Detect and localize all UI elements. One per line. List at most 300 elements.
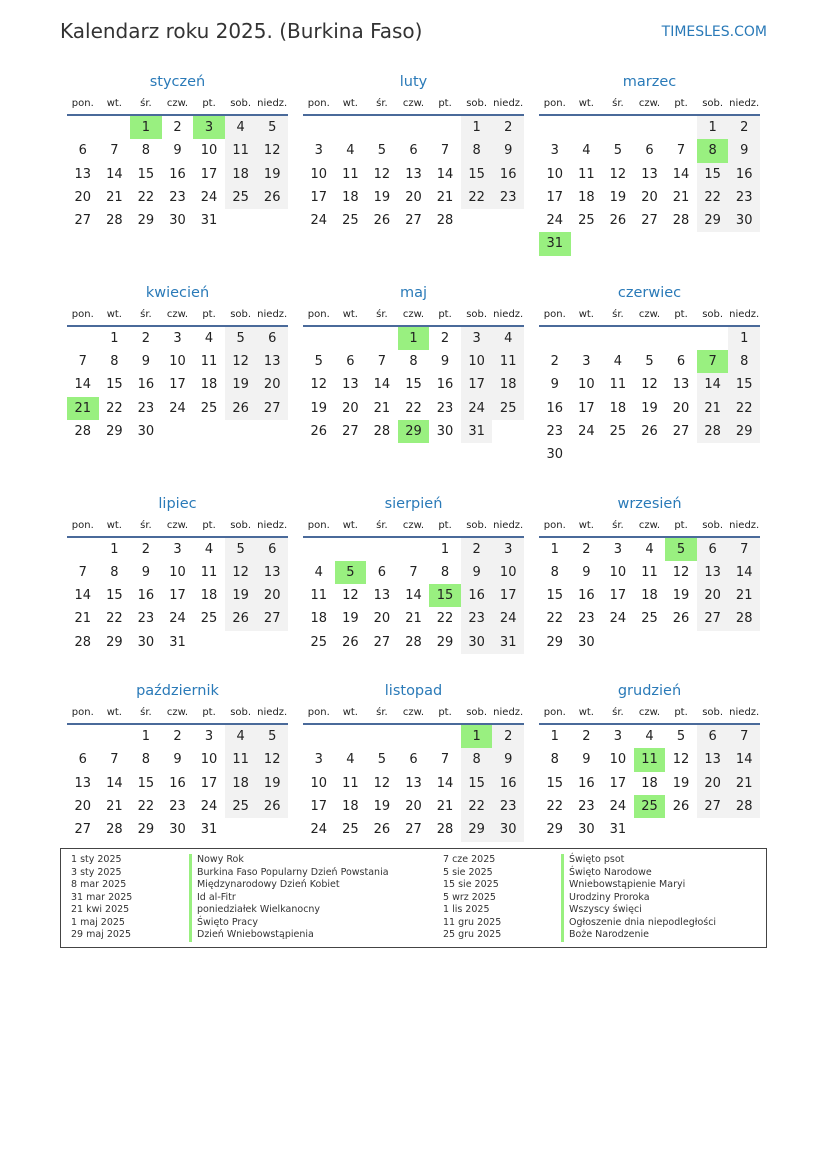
weekday-label: wt. <box>578 308 594 320</box>
weekday-label: śr. <box>140 98 152 109</box>
day-cell: 19 <box>225 373 257 396</box>
day-cell: 2 <box>141 330 151 346</box>
day-cell: 16 <box>578 775 595 791</box>
day-cell: 9 <box>461 561 493 584</box>
day-cell: 25 <box>609 423 627 439</box>
day-cell: 17 <box>578 400 595 416</box>
day-cell: 14 <box>106 166 123 182</box>
day-cell: 9 <box>492 139 524 162</box>
legend-row <box>71 904 389 917</box>
weekday-label: niedz. <box>257 519 288 531</box>
day-cell: 2 <box>461 538 493 561</box>
day-cell: 17 <box>169 377 186 393</box>
day-cell: 19 <box>609 189 627 205</box>
day-cell: 12 <box>310 377 328 393</box>
holiday-name: Boże Narodzenie <box>561 929 649 942</box>
day-cell: 14 <box>74 377 92 393</box>
month-title: listopad <box>384 683 443 700</box>
day-cell: 26 <box>225 607 257 630</box>
weekday-label: śr. <box>612 519 624 531</box>
day-cell: 29 <box>697 209 729 232</box>
empty-cell <box>366 116 398 139</box>
day-cell: 19 <box>672 588 690 604</box>
weekday-label: pon. <box>71 98 94 109</box>
weekday-header <box>303 516 524 538</box>
day-cell: 6 <box>346 354 355 370</box>
day-cell: 9 <box>492 748 524 771</box>
days-grid <box>67 327 288 443</box>
weekday-label: niedz. <box>493 519 524 531</box>
day-cell: 22 <box>728 397 760 420</box>
weekday-label: wt. <box>578 519 594 531</box>
empty-cell <box>665 116 697 139</box>
day-cell: 9 <box>141 354 151 370</box>
empty-cell <box>303 116 335 139</box>
empty-cell <box>634 327 666 350</box>
empty-cell <box>67 725 99 748</box>
empty-cell <box>335 725 367 748</box>
day-cell: 19 <box>672 775 690 791</box>
day-cell: 29 <box>546 634 564 650</box>
day-cell: 9 <box>440 354 450 370</box>
day-cell: 18 <box>492 373 524 396</box>
legend-row <box>443 879 716 892</box>
day-cell: 5 <box>256 116 288 139</box>
day-cell: 17 <box>169 588 186 604</box>
day-cell: 19 <box>256 163 288 186</box>
empty-cell <box>634 116 666 139</box>
day-cell: 8 <box>728 350 760 373</box>
day-cell: 8 <box>461 748 493 771</box>
day-cell: 17 <box>200 775 218 791</box>
day-cell: 19 <box>641 400 658 416</box>
day-cell: 13 <box>405 775 422 791</box>
day-cell: 4 <box>582 143 591 159</box>
weekday-label: czw. <box>166 707 189 719</box>
day-cell: 18 <box>225 772 257 795</box>
weekday-label: wt. <box>342 519 358 531</box>
day-cell: 3 <box>314 143 323 159</box>
day-cell: 1 <box>550 541 559 557</box>
day-cell: 20 <box>697 584 729 607</box>
day-cell: 14 <box>405 588 422 604</box>
month-block <box>303 492 524 654</box>
day-cell: 10 <box>609 564 627 580</box>
day-cell: 23 <box>578 798 595 814</box>
empty-cell <box>335 327 367 350</box>
day-cell: 20 <box>373 611 391 627</box>
day-cell: 22 <box>106 611 123 627</box>
day-cell: 25 <box>225 186 257 209</box>
weekday-label: niedz. <box>729 519 760 531</box>
day-cell: 1 <box>440 541 450 557</box>
weekday-label: niedz. <box>493 707 524 719</box>
day-cell: 9 <box>582 564 591 580</box>
weekday-label: wt. <box>342 707 358 719</box>
day-cell: 13 <box>373 588 391 604</box>
day-cell: 4 <box>314 564 323 580</box>
day-cell: 28 <box>672 213 690 229</box>
day-cell: 26 <box>342 634 359 650</box>
empty-cell <box>303 538 335 561</box>
day-cell: 26 <box>225 397 257 420</box>
legend-row <box>71 929 389 942</box>
day-cell: 9 <box>173 752 182 768</box>
empty-cell <box>67 327 99 350</box>
day-cell: 10 <box>169 564 186 580</box>
holiday-legend <box>60 848 767 948</box>
day-cell: 2 <box>173 729 182 745</box>
day-cell: 4 <box>204 541 214 557</box>
day-cell: 7 <box>440 752 450 768</box>
holiday-day-cell: 5 <box>335 561 367 584</box>
day-cell: 25 <box>578 213 595 229</box>
day-cell: 14 <box>106 775 123 791</box>
legend-row <box>71 892 389 905</box>
day-cell: 23 <box>578 611 595 627</box>
day-cell: 17 <box>461 373 493 396</box>
day-cell: 26 <box>641 423 658 439</box>
day-cell: 6 <box>697 538 729 561</box>
day-cell: 21 <box>697 397 729 420</box>
day-cell: 20 <box>641 189 658 205</box>
day-cell: 17 <box>310 189 328 205</box>
day-cell: 11 <box>200 354 218 370</box>
day-cell: 22 <box>461 795 493 818</box>
weekday-label: pt. <box>202 98 216 109</box>
month-title: październik <box>136 683 219 700</box>
day-cell: 17 <box>200 166 218 182</box>
month-title: wrzesień <box>617 495 682 512</box>
weekday-label: niedz. <box>729 308 760 320</box>
weekday-label: pt. <box>438 519 452 531</box>
day-cell: 14 <box>74 588 92 604</box>
holiday-name: Urodziny Proroka <box>561 892 650 905</box>
day-cell: 25 <box>200 611 218 627</box>
weekday-label: pt. <box>202 707 216 719</box>
day-cell: 23 <box>492 795 524 818</box>
legend-column <box>71 854 389 942</box>
day-cell: 22 <box>137 189 155 205</box>
day-cell: 23 <box>461 607 493 630</box>
weekday-label: wt. <box>578 98 594 109</box>
day-cell: 22 <box>405 400 422 416</box>
day-cell: 7 <box>78 354 87 370</box>
weekday-header <box>539 703 760 725</box>
weekday-label: czw. <box>402 519 425 531</box>
day-cell: 25 <box>200 400 218 416</box>
holiday-date: 15 sie 2025 <box>443 879 499 890</box>
day-cell: 10 <box>609 752 627 768</box>
day-cell: 26 <box>672 611 690 627</box>
empty-cell <box>429 116 461 139</box>
weekday-label: śr. <box>140 707 152 719</box>
month-block <box>539 70 760 256</box>
weekday-label: czw. <box>402 707 425 719</box>
day-cell: 22 <box>137 798 155 814</box>
day-cell: 4 <box>613 354 623 370</box>
day-cell: 17 <box>609 588 627 604</box>
day-cell: 29 <box>137 213 155 229</box>
holiday-day-cell: 3 <box>193 116 225 139</box>
day-cell: 30 <box>169 213 186 229</box>
days-grid <box>67 725 288 841</box>
holiday-day-cell: 1 <box>461 725 493 748</box>
weekday-label: śr. <box>140 308 152 320</box>
holiday-date: 1 sty 2025 <box>71 854 122 865</box>
day-cell: 2 <box>728 116 760 139</box>
weekday-label: sob. <box>230 98 252 109</box>
day-cell: 24 <box>310 213 328 229</box>
day-cell: 26 <box>310 423 328 439</box>
weekday-label: sob. <box>466 98 488 109</box>
day-cell: 12 <box>256 139 288 162</box>
weekday-label: pt. <box>202 308 216 320</box>
day-cell: 1 <box>141 729 151 745</box>
day-cell: 2 <box>550 354 559 370</box>
empty-cell <box>67 538 99 561</box>
day-cell: 6 <box>256 327 288 350</box>
weekday-header <box>303 305 524 327</box>
day-cell: 7 <box>676 143 686 159</box>
day-cell: 23 <box>137 400 155 416</box>
day-cell: 10 <box>200 143 218 159</box>
day-cell: 12 <box>609 166 627 182</box>
day-cell: 10 <box>310 166 328 182</box>
day-cell: 1 <box>728 327 760 350</box>
brand-link[interactable]: TIMESLES.COM <box>661 24 767 40</box>
empty-cell <box>303 725 335 748</box>
day-cell: 10 <box>200 752 218 768</box>
holiday-date: 1 lis 2025 <box>443 904 490 915</box>
day-cell: 15 <box>106 588 123 604</box>
weekday-label: wt. <box>342 98 358 109</box>
weekday-label: sob. <box>466 707 488 719</box>
month-block <box>303 281 524 443</box>
weekday-label: niedz. <box>257 308 288 320</box>
empty-cell <box>429 725 461 748</box>
day-cell: 27 <box>256 397 288 420</box>
day-cell: 25 <box>225 795 257 818</box>
holiday-day-cell: 21 <box>67 397 99 420</box>
day-cell: 1 <box>110 541 119 557</box>
weekday-label: śr. <box>376 707 388 719</box>
day-cell: 19 <box>256 772 288 795</box>
day-cell: 6 <box>676 354 686 370</box>
weekday-label: wt. <box>106 707 122 719</box>
legend-row <box>443 917 716 930</box>
day-cell: 12 <box>342 588 359 604</box>
weekday-label: pon. <box>543 707 566 719</box>
weekday-label: sob. <box>230 707 252 719</box>
weekday-label: pon. <box>543 98 566 109</box>
empty-cell <box>571 116 603 139</box>
day-cell: 3 <box>204 729 214 745</box>
day-cell: 30 <box>578 634 595 650</box>
day-cell: 15 <box>461 163 493 186</box>
day-cell: 27 <box>697 607 729 630</box>
month-block <box>67 70 288 232</box>
day-cell: 11 <box>492 350 524 373</box>
day-cell: 20 <box>405 798 422 814</box>
empty-cell <box>602 327 634 350</box>
day-cell: 30 <box>461 631 493 654</box>
day-cell: 24 <box>609 611 627 627</box>
day-cell: 5 <box>225 327 257 350</box>
day-cell: 5 <box>314 354 323 370</box>
day-cell: 13 <box>697 748 729 771</box>
holiday-name: poniedziałek Wielkanocny <box>189 904 320 917</box>
day-cell: 7 <box>110 143 119 159</box>
day-cell: 18 <box>641 588 658 604</box>
day-cell: 14 <box>436 775 454 791</box>
weekday-label: śr. <box>612 707 624 719</box>
day-cell: 14 <box>728 561 760 584</box>
day-cell: 9 <box>728 139 760 162</box>
month-block <box>303 70 524 232</box>
day-cell: 30 <box>546 447 564 463</box>
day-cell: 18 <box>578 189 595 205</box>
holiday-date: 8 mar 2025 <box>71 879 127 890</box>
weekday-label: czw. <box>638 519 661 531</box>
day-cell: 6 <box>78 143 87 159</box>
holiday-date: 31 mar 2025 <box>71 891 133 903</box>
day-cell: 3 <box>582 354 591 370</box>
day-cell: 7 <box>409 564 418 580</box>
day-cell: 28 <box>728 795 760 818</box>
day-cell: 27 <box>405 213 422 229</box>
weekday-label: pon. <box>71 519 94 531</box>
holiday-date: 29 maj 2025 <box>71 929 132 940</box>
day-cell: 30 <box>492 818 524 841</box>
day-cell: 18 <box>225 163 257 186</box>
day-cell: 23 <box>169 798 186 814</box>
day-cell: 16 <box>137 377 155 393</box>
day-cell: 2 <box>141 541 151 557</box>
weekday-label: pon. <box>71 308 94 320</box>
day-cell: 28 <box>436 213 454 229</box>
day-cell: 3 <box>173 330 182 346</box>
day-cell: 4 <box>346 752 355 768</box>
day-cell: 28 <box>106 822 123 838</box>
holiday-date: 3 sty 2025 <box>71 866 122 878</box>
legend-row <box>443 854 716 867</box>
day-cell: 21 <box>436 189 454 205</box>
weekday-label: pt. <box>674 98 688 109</box>
day-cell: 22 <box>461 186 493 209</box>
empty-cell <box>335 538 367 561</box>
day-cell: 8 <box>409 354 418 370</box>
empty-cell <box>398 116 430 139</box>
day-cell: 29 <box>461 818 493 841</box>
empty-cell <box>303 327 335 350</box>
day-cell: 2 <box>492 725 524 748</box>
empty-cell <box>398 538 430 561</box>
day-cell: 16 <box>492 163 524 186</box>
day-cell: 21 <box>373 400 391 416</box>
empty-cell <box>99 116 131 139</box>
day-cell: 31 <box>200 213 218 229</box>
weekday-label: wt. <box>106 308 122 320</box>
days-grid <box>67 538 288 654</box>
weekday-label: pt. <box>202 519 216 531</box>
day-cell: 23 <box>546 423 564 439</box>
holiday-day-cell: 25 <box>634 795 666 818</box>
weekday-label: pon. <box>543 519 566 531</box>
month-title: sierpień <box>384 495 443 512</box>
day-cell: 17 <box>546 189 564 205</box>
day-cell: 11 <box>225 139 257 162</box>
day-cell: 21 <box>728 584 760 607</box>
day-cell: 23 <box>169 189 186 205</box>
day-cell: 30 <box>578 822 595 838</box>
days-grid <box>539 327 760 467</box>
day-cell: 18 <box>342 798 359 814</box>
weekday-label: niedz. <box>729 707 760 719</box>
day-cell: 1 <box>110 330 119 346</box>
day-cell: 20 <box>74 798 92 814</box>
day-cell: 30 <box>169 822 186 838</box>
day-cell: 5 <box>377 143 387 159</box>
day-cell: 14 <box>672 166 690 182</box>
weekday-label: śr. <box>612 308 624 320</box>
day-cell: 9 <box>173 143 182 159</box>
day-cell: 24 <box>578 423 595 439</box>
day-cell: 25 <box>492 397 524 420</box>
day-cell: 8 <box>110 564 119 580</box>
day-cell: 28 <box>74 634 92 650</box>
day-cell: 8 <box>461 139 493 162</box>
weekday-label: pt. <box>438 707 452 719</box>
day-cell: 31 <box>169 634 186 650</box>
day-cell: 13 <box>405 166 422 182</box>
day-cell: 26 <box>672 798 690 814</box>
day-cell: 12 <box>672 564 690 580</box>
day-cell: 20 <box>74 189 92 205</box>
holiday-day-cell: 15 <box>429 584 461 607</box>
weekday-label: pt. <box>674 519 688 531</box>
day-cell: 26 <box>373 213 391 229</box>
weekday-label: wt. <box>106 519 122 531</box>
day-cell: 7 <box>78 564 87 580</box>
day-cell: 4 <box>645 541 654 557</box>
day-cell: 16 <box>137 588 155 604</box>
day-cell: 13 <box>342 377 359 393</box>
day-cell: 1 <box>461 116 493 139</box>
day-cell: 20 <box>256 373 288 396</box>
legend-row <box>443 892 716 905</box>
holiday-date: 11 gru 2025 <box>443 916 502 928</box>
day-cell: 2 <box>582 729 591 745</box>
day-cell: 13 <box>74 775 92 791</box>
day-cell: 23 <box>492 186 524 209</box>
holiday-name: Święto Narodowe <box>561 867 652 880</box>
day-cell: 20 <box>697 772 729 795</box>
day-cell: 29 <box>436 634 454 650</box>
day-cell: 8 <box>141 143 151 159</box>
day-cell: 21 <box>436 798 454 814</box>
day-cell: 8 <box>440 564 450 580</box>
day-cell: 18 <box>310 611 328 627</box>
legend-column <box>443 854 716 942</box>
weekday-label: czw. <box>402 98 425 109</box>
month-block <box>67 679 288 841</box>
day-cell: 19 <box>342 611 359 627</box>
weekday-label: pon. <box>543 308 566 320</box>
day-cell: 6 <box>78 752 87 768</box>
day-cell: 29 <box>106 634 123 650</box>
day-cell: 7 <box>377 354 387 370</box>
